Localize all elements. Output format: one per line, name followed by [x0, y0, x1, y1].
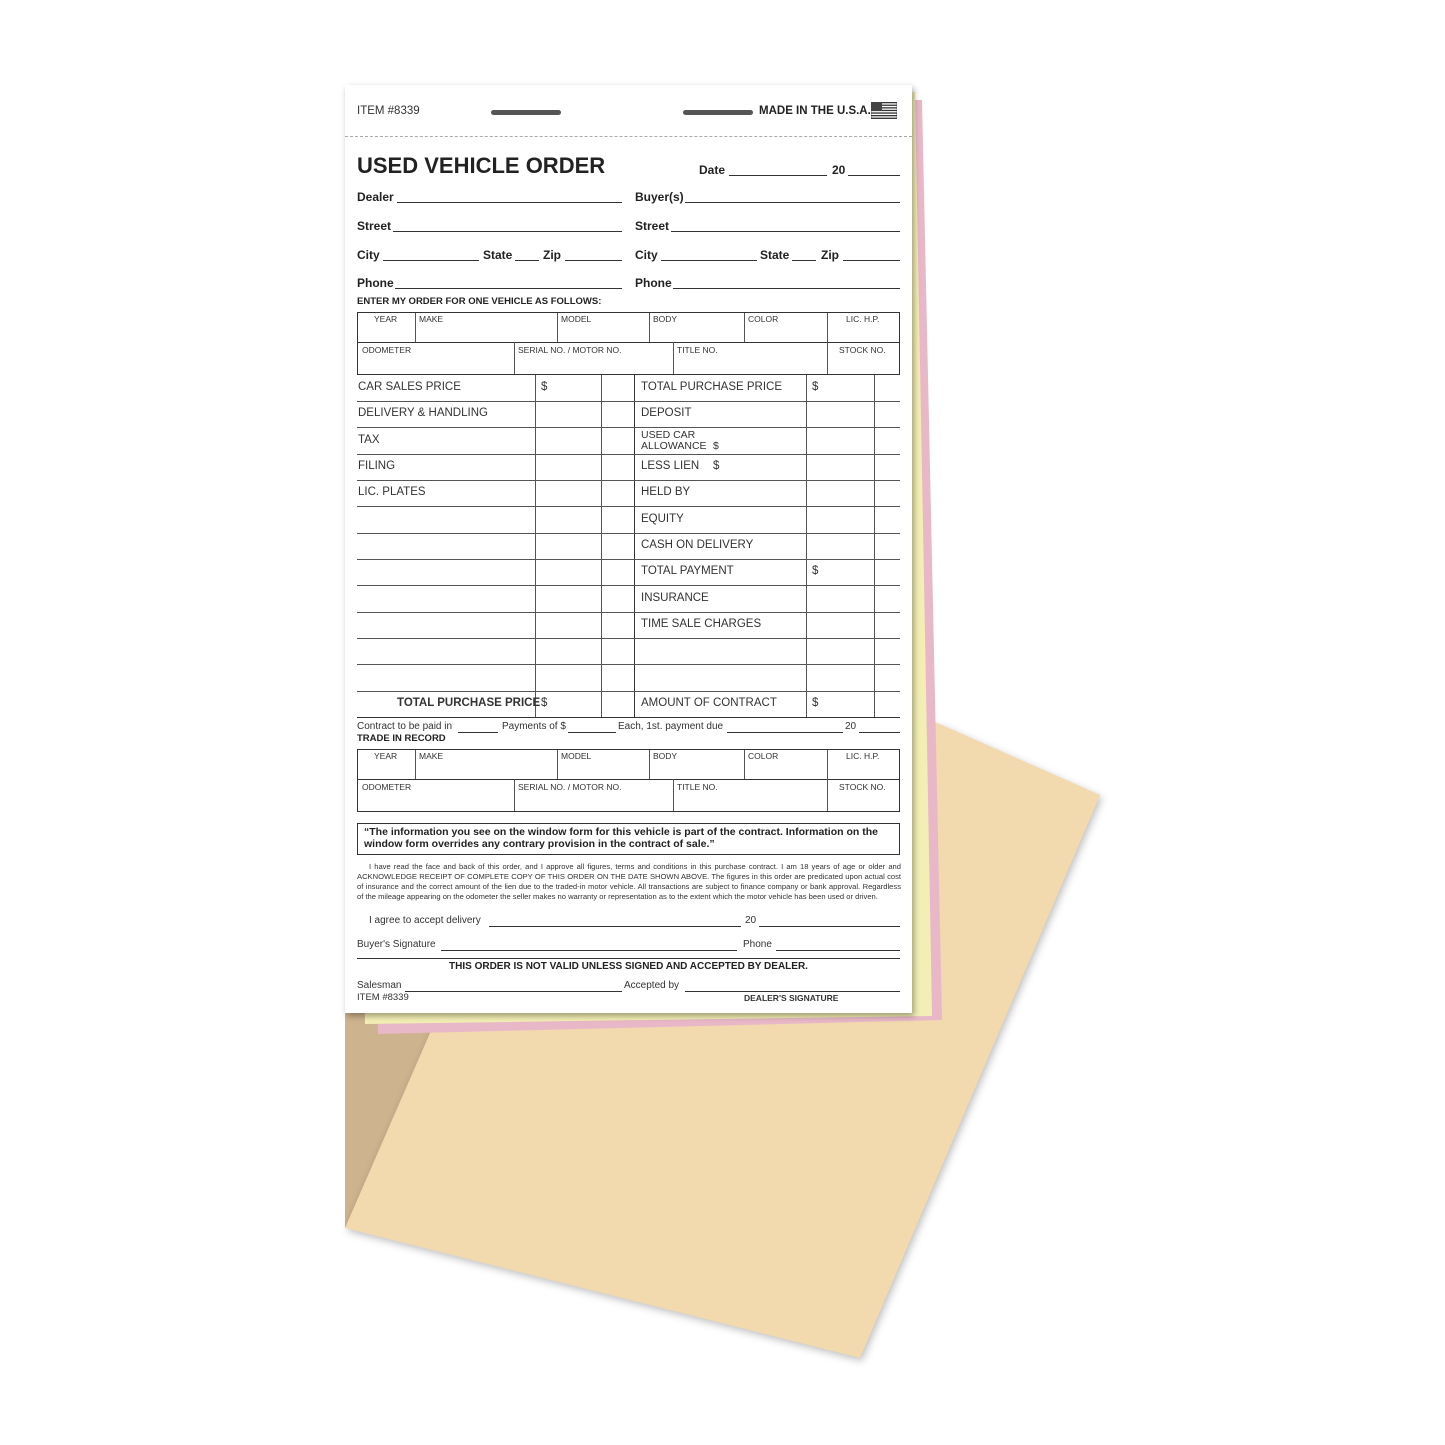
trade-stock-no-cell[interactable]: STOCK NO.	[839, 782, 886, 792]
not-valid-notice: THIS ORDER IS NOT VALID UNLESS SIGNED AND ACCEPTED BY DEALER.	[449, 961, 808, 972]
window-form-notice	[357, 823, 900, 855]
car-sales-price-label: CAR SALES PRICE	[358, 381, 461, 393]
salesman-label: Salesman	[357, 980, 402, 991]
divider	[357, 958, 900, 959]
perforation-slot	[491, 110, 561, 115]
dealer-label: Dealer	[357, 190, 394, 204]
buyers-field[interactable]	[685, 202, 900, 203]
used-car-label: USED CAR	[641, 429, 696, 441]
deposit-label: DEPOSIT	[641, 407, 692, 419]
dealer-phone-field[interactable]	[395, 288, 622, 289]
insurance-label: INSURANCE	[641, 592, 709, 604]
trade-color-cell[interactable]: COLOR	[748, 751, 779, 761]
date-label: Date	[699, 163, 726, 177]
trade-in-box	[357, 749, 900, 812]
dealer-signature-field[interactable]	[685, 991, 900, 992]
accept-delivery-label: I agree to accept delivery	[369, 915, 481, 926]
made-in-label: MADE IN THE U.S.A.	[759, 105, 871, 117]
accepted-by-label: Accepted by	[624, 980, 680, 991]
dealer-phone-label: Phone	[357, 276, 394, 290]
allowance-label: ALLOWANCE	[641, 440, 707, 452]
used-vehicle-order-form	[345, 85, 912, 1013]
trade-lic-hp-cell[interactable]: LIC. H.P.	[846, 751, 880, 761]
title-no-cell[interactable]: TITLE NO.	[677, 345, 718, 355]
buyer-city-field[interactable]	[661, 260, 757, 261]
dealer-zip-label: Zip	[543, 248, 561, 262]
buyer-signature-field[interactable]	[441, 950, 737, 951]
buyer-state-field[interactable]	[792, 260, 816, 261]
delivery-year-field[interactable]	[759, 926, 900, 927]
date-year-field[interactable]	[848, 175, 900, 176]
odometer-cell[interactable]: ODOMETER	[362, 345, 412, 355]
total-payment-label: TOTAL PAYMENT	[641, 565, 734, 577]
contract-year-label: 20	[845, 721, 857, 732]
buyers-label: Buyer(s)	[635, 190, 684, 204]
contract-paid-in-label: Contract to be paid in	[357, 721, 453, 732]
trade-body-cell[interactable]: BODY	[653, 751, 678, 761]
cash-on-delivery-label: CASH ON DELIVERY	[641, 539, 754, 551]
buyer-city-label: City	[635, 248, 658, 262]
trade-odometer-cell[interactable]: ODOMETER	[362, 782, 412, 792]
less-lien-label: LESS LIEN	[641, 460, 700, 472]
buyer-signature-label: Buyer's Signature	[357, 939, 436, 950]
order-heading: ENTER MY ORDER FOR ONE VEHICLE AS FOLLOWS:	[357, 296, 602, 307]
first-payment-date-field[interactable]	[727, 732, 843, 733]
delivery-year-label: 20	[745, 915, 757, 926]
total-purchase-price-label: TOTAL PURCHASE PRICE	[641, 381, 783, 393]
contract-year-field[interactable]	[859, 732, 900, 733]
dealer-city-field[interactable]	[383, 260, 479, 261]
us-flag-icon	[871, 102, 897, 119]
buyer-zip-label: Zip	[821, 248, 839, 262]
tax-label: TAX	[358, 434, 380, 446]
dealer-street-label: Street	[357, 219, 392, 233]
trade-serial-motor-cell[interactable]: SERIAL NO. / MOTOR NO.	[518, 782, 622, 792]
year-cell[interactable]: YEAR	[374, 314, 398, 324]
page-title: USED VEHICLE ORDER	[357, 153, 606, 178]
amount-of-contract-label: AMOUNT OF CONTRACT	[641, 697, 777, 709]
date-field[interactable]	[729, 175, 827, 176]
payments-of-label: Payments of $	[502, 721, 566, 732]
vehicle-info-box	[357, 312, 900, 375]
contract-months-field[interactable]	[458, 732, 498, 733]
signature-phone-field[interactable]	[776, 950, 900, 951]
payment-amount-field[interactable]	[568, 732, 616, 733]
currency-sign: $	[812, 565, 819, 577]
legal-terms: I have read the face and back of this order, and I approve all figures, terms and conditions in this purchase contract. I am 18 years of age or older and ACKNOWLEDGE RECEIPT OF COMPLETE COPY OF THIS ORDER ON THE DATE SHOWN ABOVE. The figures in this order are predicated upon actual cost of insurance and the correct amount of the lien due to the traded-in motor vehicle. All transactions are subject to finance company or bank approval. Regardless of the mileage appearing on the odometer the seller makes no warranty or representation as to the extent which the motor vehicle has been used or driven.	[357, 862, 901, 901]
trade-year-cell[interactable]: YEAR	[374, 751, 398, 761]
buyer-state-label: State	[760, 248, 790, 262]
body-cell[interactable]: BODY	[653, 314, 678, 324]
trade-title-no-cell[interactable]: TITLE NO.	[677, 782, 718, 792]
dealer-zip-field[interactable]	[565, 260, 622, 261]
currency-sign: $	[713, 440, 719, 452]
buyer-phone-label: Phone	[635, 276, 672, 290]
trade-model-cell[interactable]: MODEL	[561, 751, 592, 761]
lic-hp-cell[interactable]: LIC. H.P.	[846, 314, 880, 324]
delivery-handling-label: DELIVERY & HANDLING	[358, 407, 488, 419]
delivery-date-field[interactable]	[489, 926, 741, 927]
dealer-street-field[interactable]	[393, 231, 622, 232]
currency-sign: $	[541, 697, 548, 709]
held-by-label: HELD BY	[641, 486, 691, 498]
dealer-field[interactable]	[397, 202, 622, 203]
salesman-field[interactable]	[405, 991, 622, 992]
notice-text: “The information you see on the window form for this vehicle is part of the contract. Information on the window form overrides any contrary provision in the contract of sale.”	[364, 826, 878, 850]
first-payment-label: Each, 1st. payment due	[618, 721, 724, 732]
buyer-street-label: Street	[635, 219, 670, 233]
currency-sign: $	[713, 460, 720, 472]
currency-sign: $	[812, 381, 819, 393]
dealer-state-label: State	[483, 248, 513, 262]
dealer-signature-caption: DEALER'S SIGNATURE	[744, 993, 839, 1003]
date-year: 20	[832, 163, 846, 177]
buyer-phone-field[interactable]	[673, 288, 900, 289]
currency-sign: $	[812, 697, 819, 709]
dealer-state-field[interactable]	[515, 260, 539, 261]
filing-label: FILING	[358, 460, 396, 472]
stock-no-cell[interactable]: STOCK NO.	[839, 345, 886, 355]
footer-item-number: ITEM #8339	[357, 992, 409, 1003]
buyer-zip-field[interactable]	[843, 260, 900, 261]
perforation-line	[345, 136, 912, 137]
signature-phone-label: Phone	[743, 939, 772, 950]
equity-label: EQUITY	[641, 513, 684, 525]
total-purchase-price-total-label: TOTAL PURCHASE PRICE	[397, 697, 541, 709]
currency-sign: $	[541, 381, 548, 393]
dealer-city-label: City	[357, 248, 380, 262]
lic-plates-label: LIC. PLATES	[358, 486, 426, 498]
make-cell[interactable]: MAKE	[419, 314, 444, 324]
perforation-slot	[683, 110, 753, 115]
color-cell[interactable]: COLOR	[748, 314, 779, 324]
item-number: ITEM #8339	[357, 105, 420, 117]
time-sale-charges-label: TIME SALE CHARGES	[641, 618, 762, 630]
serial-motor-cell[interactable]: SERIAL NO. / MOTOR NO.	[518, 345, 622, 355]
buyer-street-field[interactable]	[671, 231, 900, 232]
trade-make-cell[interactable]: MAKE	[419, 751, 444, 761]
trade-in-heading: TRADE IN RECORD	[357, 733, 446, 744]
model-cell[interactable]: MODEL	[561, 314, 592, 324]
